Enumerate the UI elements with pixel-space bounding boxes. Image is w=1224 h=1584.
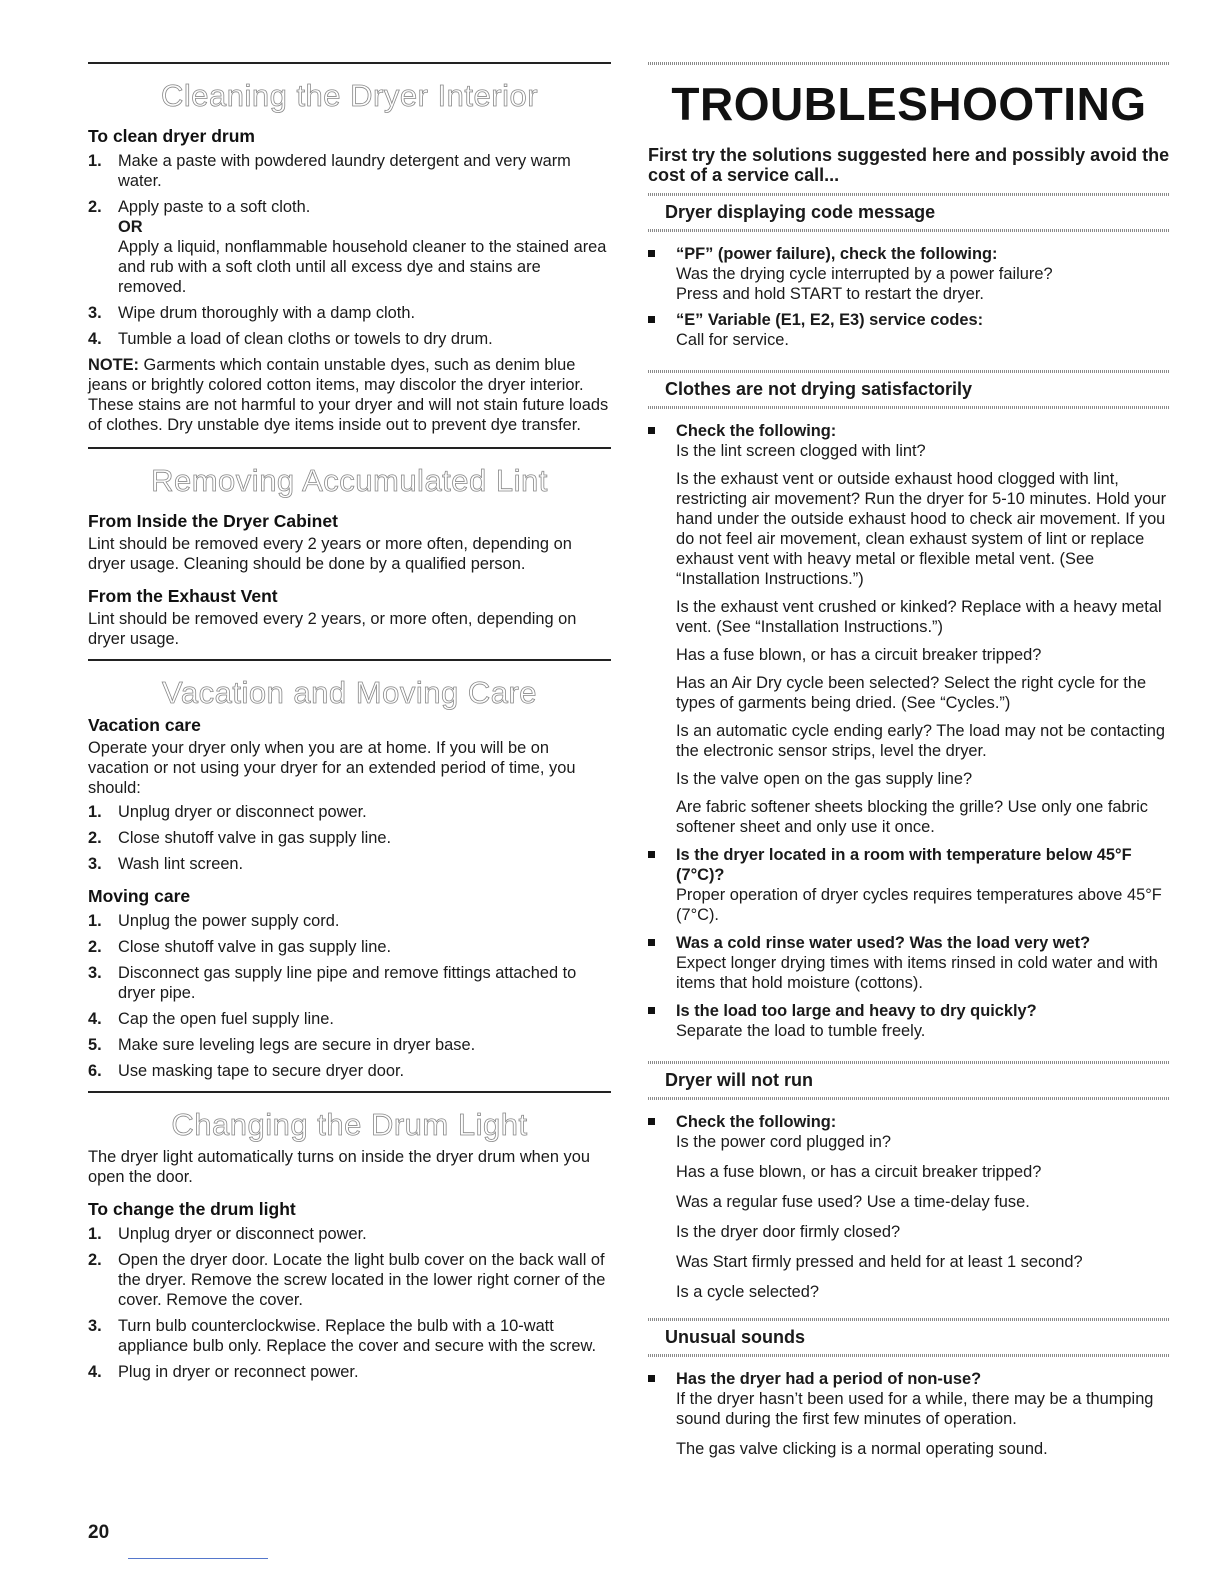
list-item: 1. Unplug dryer or disconnect power. (88, 1225, 367, 1243)
vacation-steps (88, 802, 611, 874)
cleaning-steps (88, 151, 611, 349)
bullet-item (648, 1112, 1170, 1152)
footer-rule (128, 1558, 268, 1559)
bullet-text: Is the lint screen clogged with lint? (676, 442, 926, 460)
list-item: 2. Close shutoff valve in gas supply line. (88, 829, 392, 847)
section-head-code-message: Dryer displaying code message (665, 202, 936, 222)
bullet-square-icon (648, 250, 655, 257)
bullet-item (648, 845, 1170, 925)
subheading-vacation-care: Vacation care (88, 715, 201, 735)
dotted-rule (648, 229, 1170, 232)
bullet-text: Separate the load to tumble freely. (676, 1022, 926, 1040)
subheading-change-light: To change the drum light (88, 1199, 296, 1219)
bullet-square-icon (648, 1118, 655, 1125)
list-item: 5. Make sure leveling legs are secure in dryer base. (88, 1036, 476, 1054)
bullet-heading: Check the following: (676, 422, 837, 440)
subheading-exhaust-vent: From the Exhaust Vent (88, 586, 278, 606)
section-rule (88, 1091, 611, 1093)
check-item: Is the exhaust vent crushed or kinked? Replace with a heavy metal vent. (See “Installation Instructions.”) (676, 598, 1162, 636)
check-item: Is the dryer door firmly closed? (676, 1223, 901, 1241)
check-item: Was a regular fuse used? Use a time-delay fuse. (676, 1193, 1030, 1211)
check-item: Is the exhaust vent or outside exhaust hood clogged with lint, restricting air movement? Run the dryer for 5-10 minutes. Hold your hand under the outside exhaust hood to check air movement. If you do not feel air movement, clean exhaust system of lint or replace exhaust vent with heavy metal or flexible metal vent. (See “Installation Instructions.”) (676, 470, 1167, 588)
section-title-drum-light: Changing the Drum Light (171, 1107, 528, 1142)
bullet-text: Press and hold START to restart the dryer. (676, 285, 984, 303)
section-rule (88, 447, 611, 449)
bullet-item (648, 1001, 1170, 1041)
section-head-not-drying: Clothes are not drying satisfactorily (665, 379, 973, 399)
check-item: Has a fuse blown, or has a circuit breaker tripped? (676, 1163, 1042, 1181)
bullet-heading: Check the following: (676, 1113, 837, 1131)
dotted-rule (648, 370, 1170, 373)
bullet-item (648, 244, 1170, 304)
page-number: 20 (88, 1522, 110, 1543)
dotted-rule (648, 1061, 1170, 1064)
bullet-text: Expect longer drying times with items rinsed in cold water and with items that hold moisture (cottons). (676, 954, 1158, 992)
list-item: 4. Plug in dryer or reconnect power. (88, 1363, 359, 1381)
list-item: 2. Close shutoff valve in gas supply line. (88, 938, 392, 956)
list-item: 2. Apply paste to a soft cloth. OR Apply a liquid, nonflammable household cleaner to the stained area and rub with a soft cloth until all excess dye and stains are removed. (88, 197, 611, 297)
bullet-heading: Is the load too large and heavy to dry quickly? (676, 1002, 1037, 1020)
list-item: 1. Make a paste with powdered laundry detergent and very warm water. (88, 152, 571, 190)
dotted-rule (648, 62, 1170, 65)
list-item: 3. Disconnect gas supply line pipe and remove fittings attached to dryer pipe. (88, 964, 577, 1002)
bullet-text: Was the drying cycle interrupted by a power failure? (676, 265, 1053, 283)
paragraph: Lint should be removed every 2 years or more often, depending on dryer usage. Cleaning should be done by a qualified person. (88, 535, 572, 573)
intro-text: First try the solutions suggested here and possibly avoid the cost of a service call... (648, 145, 1170, 185)
bullet-square-icon (648, 851, 655, 858)
check-item: Was Start firmly pressed and held for at least 1 second? (676, 1253, 1083, 1271)
check-item: Is the valve open on the gas supply line? (676, 770, 973, 788)
bullet-item (648, 310, 1170, 350)
bullet-square-icon (648, 1375, 655, 1382)
right-column (648, 0, 1170, 1459)
list-item: 1. Unplug dryer or disconnect power. (88, 803, 367, 821)
bullet-text: If the dryer hasn’t been used for a while, there may be a thumping sound during the first few minutes of operation. (676, 1390, 1154, 1428)
list-item: 3. Wash lint screen. (88, 855, 244, 873)
bullet-text: Is the power cord plugged in? (676, 1133, 892, 1151)
dotted-rule (648, 1097, 1170, 1100)
subheading-moving-care: Moving care (88, 886, 191, 906)
bullet-heading: Was a cold rinse water used? Was the load very wet? (676, 934, 1091, 952)
section-head-will-not-run: Dryer will not run (665, 1070, 814, 1090)
page-title: TROUBLESHOOTING (671, 78, 1147, 130)
section-rule (88, 62, 611, 64)
note-paragraph: NOTE: Garments which contain unstable dyes, such as denim blue jeans or brightly colored cotton items, may discolor the dryer interior. These stains are not harmful to your dryer and will not stain future loads of clothes. Dry unstable dye items inside out to prevent dye transfer. (88, 356, 609, 434)
bullet-square-icon (648, 316, 655, 323)
bullet-heading: “PF” (power failure), check the following: (676, 245, 998, 263)
or-text: Apply a liquid, nonflammable household cleaner to the stained area and rub with a soft cloth until all excess dye and stains are removed. (118, 238, 607, 296)
list-item: 2. Open the dryer door. Locate the light bulb cover on the back wall of the dryer. Remove the screw located in the lower right corner of the cover. Remove the cover. (88, 1251, 606, 1309)
left-column (88, 0, 611, 1382)
moving-steps (88, 911, 611, 1081)
bullet-item (648, 1369, 1170, 1429)
bullet-heading: Has the dryer had a period of non-use? (676, 1370, 982, 1388)
list-item: 3. Turn bulb counterclockwise. Replace the bulb with a 10-watt appliance bulb only. Replace the cover and secure with the screw. (88, 1317, 597, 1355)
bullet-item (648, 421, 1170, 461)
check-item: Is an automatic cycle ending early? The load may not be contacting the electronic sensor strips, level the dryer. (676, 722, 1165, 760)
subheading-clean-drum: To clean dryer drum (88, 126, 255, 146)
dotted-rule (648, 406, 1170, 409)
section-title-cleaning: Cleaning the Dryer Interior (160, 78, 539, 113)
check-item: The gas valve clicking is a normal operating sound. (676, 1440, 1048, 1458)
check-item: Is a cycle selected? (676, 1283, 820, 1301)
paragraph: Operate your dryer only when you are at home. If you will be on vacation or not using your dryer for an extended period of time, you should: (88, 739, 576, 797)
bullet-heading: Is the dryer located in a room with temperature below 45°F (7°C)? (676, 846, 1132, 884)
section-rule (88, 659, 611, 661)
section-title-lint: Removing Accumulated Lint (151, 463, 548, 498)
bullet-heading: “E” Variable (E1, E2, E3) service codes: (676, 311, 984, 329)
section-title-vacation: Vacation and Moving Care (161, 675, 538, 710)
bullet-square-icon (648, 1007, 655, 1014)
or-label: OR (118, 218, 143, 236)
section-head-unusual-sounds: Unusual sounds (665, 1327, 806, 1347)
check-item: Are fabric softener sheets blocking the grille? Use only one fabric softener sheet and only use it once. (676, 798, 1148, 836)
list-item: 4. Tumble a load of clean cloths or towels to dry drum. (88, 330, 493, 348)
subheading-inside-cabinet: From Inside the Dryer Cabinet (88, 511, 338, 531)
bullet-text: Call for service. (676, 331, 789, 349)
paragraph: Lint should be removed every 2 years, or more often, depending on dryer usage. (88, 610, 577, 648)
check-item: Has a fuse blown, or has a circuit breaker tripped? (676, 646, 1042, 664)
light-steps (88, 1224, 611, 1382)
list-item: 1. Unplug the power supply cord. (88, 912, 340, 930)
list-item: 6. Use masking tape to secure dryer door. (88, 1062, 405, 1080)
list-item: 4. Cap the open fuel supply line. (88, 1010, 334, 1028)
check-item: Has an Air Dry cycle been selected? Select the right cycle for the types of garments being dried. (See “Cycles.”) (676, 674, 1147, 712)
dotted-rule (648, 1318, 1170, 1321)
bullet-text: Proper operation of dryer cycles requires temperatures above 45°F (7°C). (676, 886, 1162, 924)
bullet-square-icon (648, 427, 655, 434)
dotted-rule (648, 193, 1170, 196)
bullet-square-icon (648, 939, 655, 946)
dotted-rule (648, 1354, 1170, 1357)
list-item: 3. Wipe drum thoroughly with a damp cloth. (88, 304, 415, 322)
bullet-item (648, 933, 1170, 993)
paragraph: The dryer light automatically turns on inside the dryer drum when you open the door. (88, 1148, 590, 1186)
